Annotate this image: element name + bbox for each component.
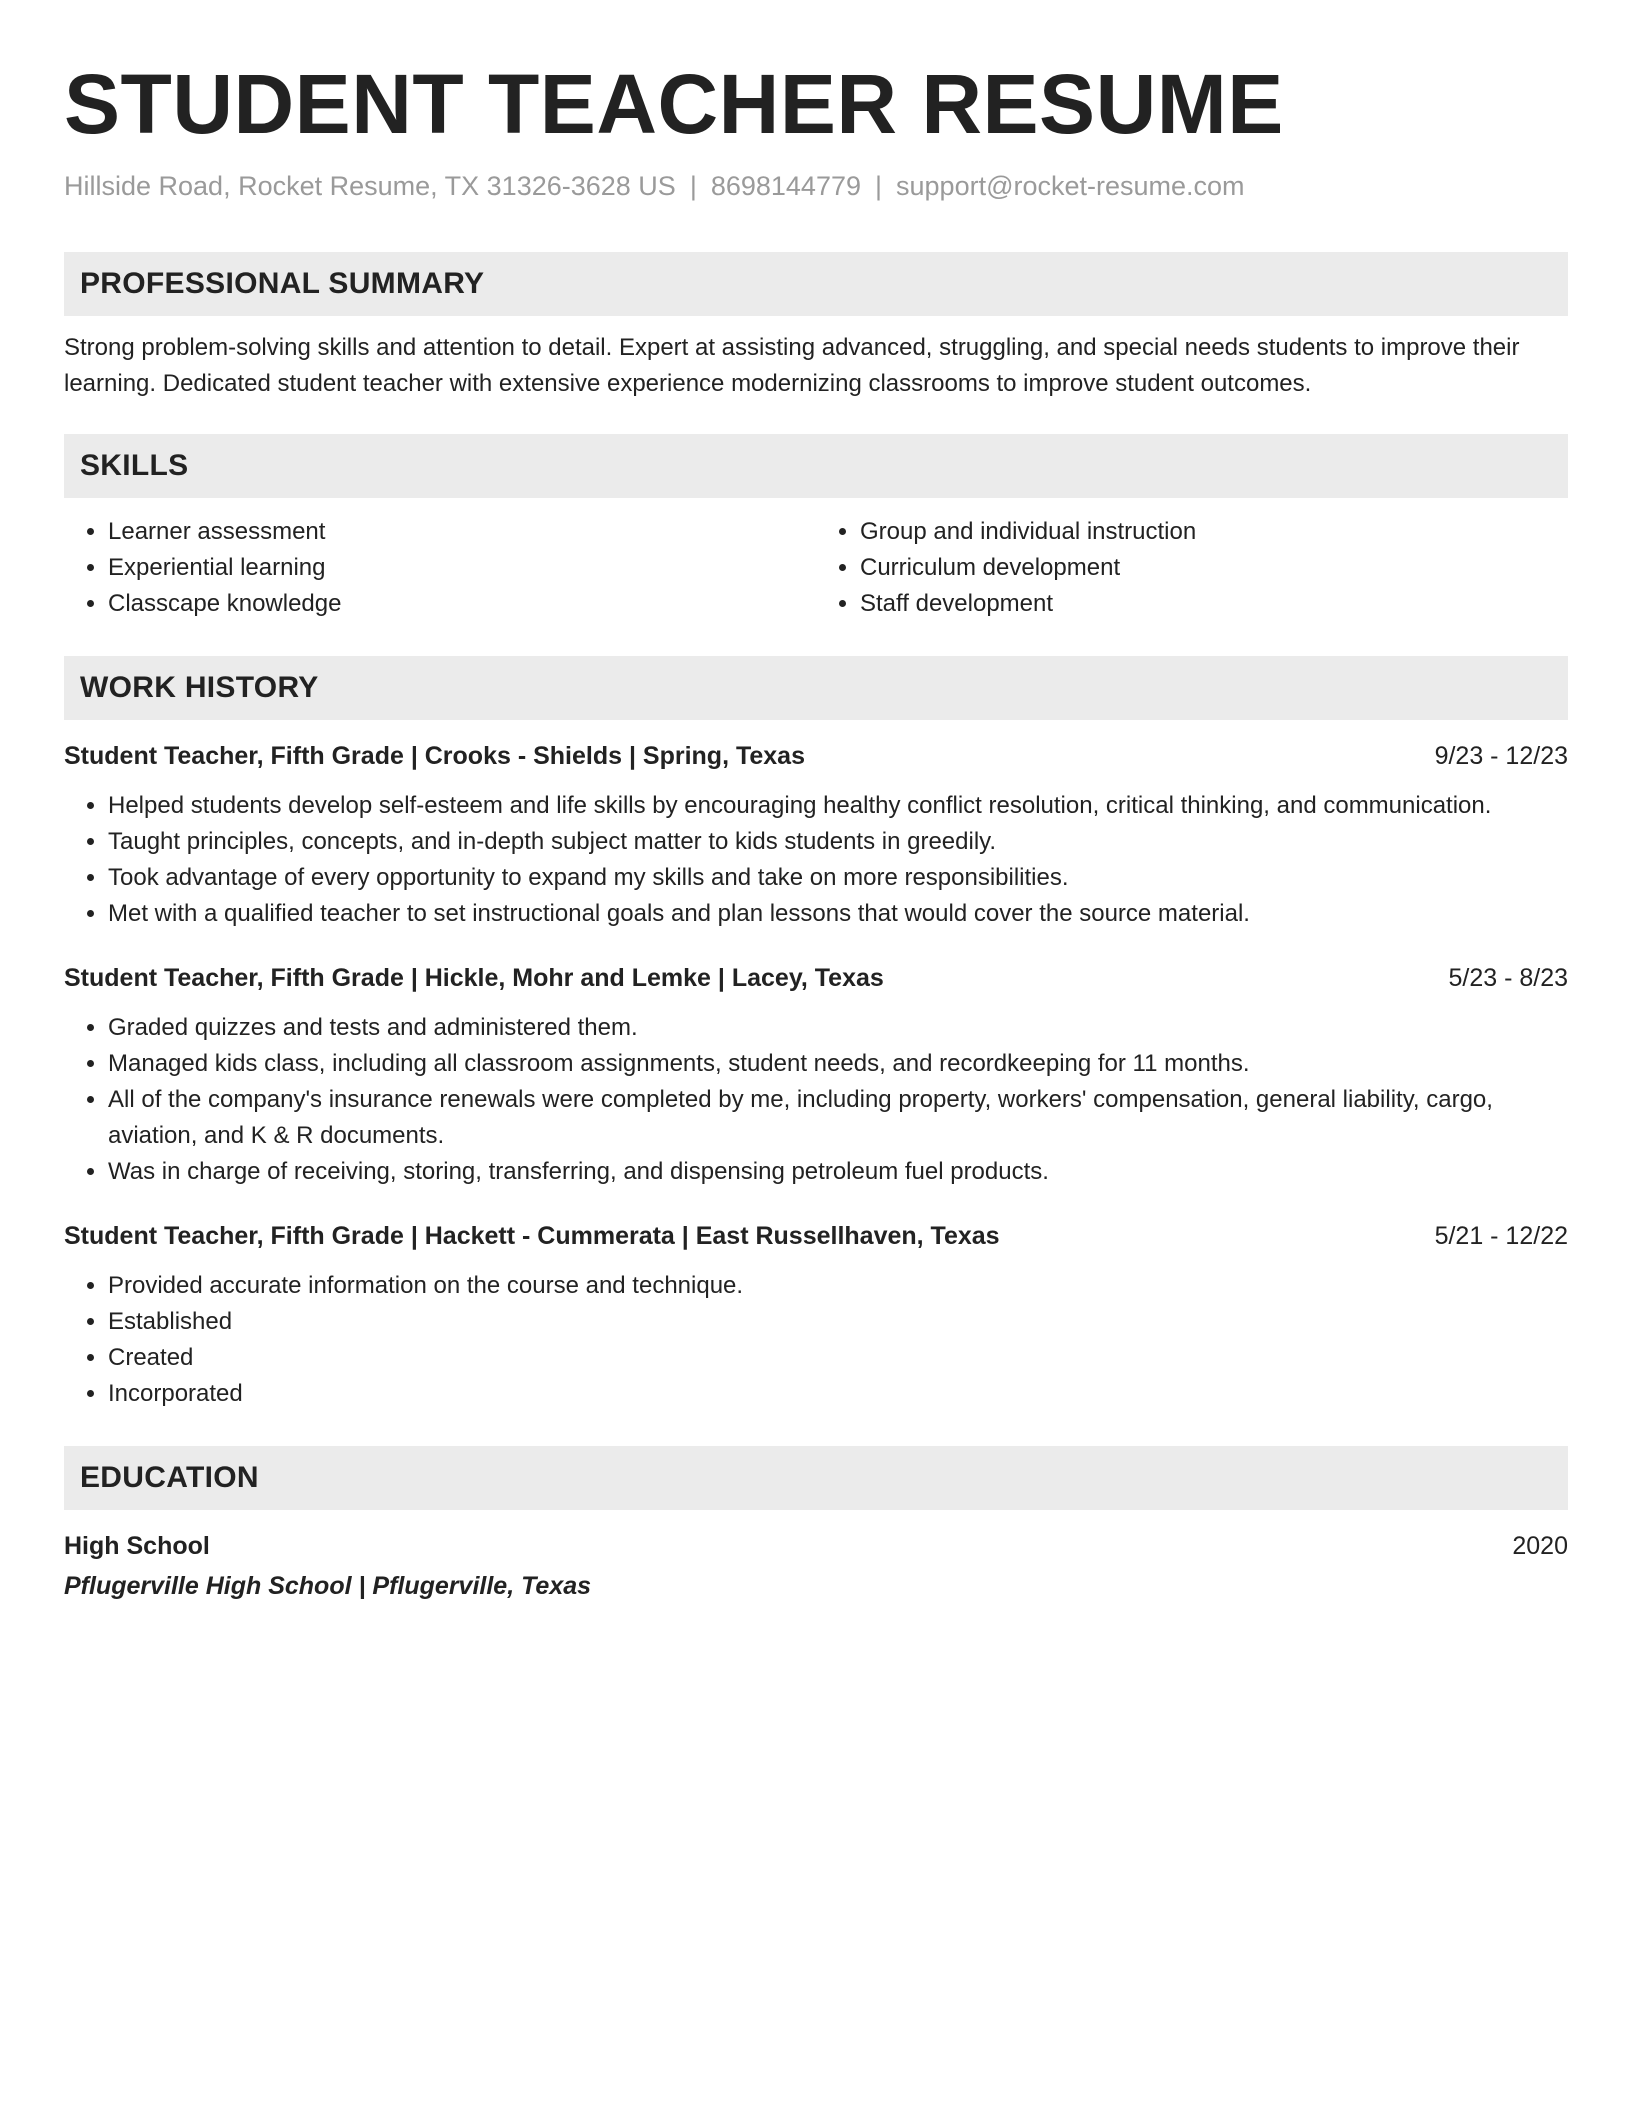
contact-separator: | — [875, 171, 883, 201]
contact-email: support@rocket-resume.com — [896, 171, 1245, 201]
job-entry — [64, 960, 1568, 1190]
job-bullet: • Established — [108, 1304, 1568, 1340]
resume-title: STUDENT TEACHER RESUME — [64, 57, 1284, 151]
job-bullet: • Created — [108, 1340, 1568, 1376]
contact-phone: 8698144779 — [710, 171, 861, 201]
job-bullet: • Helped students develop self-esteem and life skills by encouraging healthy conflict resolution, critical thinking, and communication. — [108, 788, 1568, 824]
job-title: Student Teacher, Fifth Grade | Crooks - Shields | Spring, Texas — [64, 742, 805, 771]
job-bullet: • Incorporated — [108, 1376, 1568, 1412]
skills-section — [64, 434, 1568, 622]
skills-heading: SKILLS — [64, 434, 1568, 498]
skills-column-right — [816, 514, 1568, 622]
job-bullet: • Provided accurate information on the course and technique. — [108, 1268, 1568, 1304]
job-bullet: • All of the company's insurance renewals were completed by me, including property, workers' compensation, general liability, cargo, aviation, and K & R documents. — [108, 1082, 1568, 1154]
job-dates: 9/23 - 12/23 — [1434, 742, 1568, 771]
job-bullets — [64, 1010, 1568, 1190]
job-entry — [64, 1218, 1568, 1412]
job-bullet: • Graded quizzes and tests and administered them. — [108, 1010, 1568, 1046]
job-bullet: • Taught principles, concepts, and in-depth subject matter to kids students in greedily. — [108, 824, 1568, 860]
contact-address: Hillside Road, Rocket Resume, TX 31326-3628 US — [64, 171, 676, 201]
job-dates: 5/21 - 12/22 — [1434, 1222, 1568, 1251]
job-entry — [64, 738, 1568, 932]
job-dates: 5/23 - 8/23 — [1448, 964, 1568, 993]
education-heading: EDUCATION — [64, 1446, 1568, 1510]
education-section — [64, 1446, 1568, 1604]
job-bullet: • Took advantage of every opportunity to expand my skills and take on more responsibilities. — [108, 860, 1568, 896]
job-bullet: • Managed kids class, including all classroom assignments, student needs, and recordkeeping for 11 months. — [108, 1046, 1568, 1082]
job-title: Student Teacher, Fifth Grade | Hickle, Mohr and Lemke | Lacey, Texas — [64, 964, 884, 993]
education-year: 2020 — [1512, 1532, 1568, 1561]
skill-item: • Group and individual instruction — [860, 514, 1568, 550]
job-title: Student Teacher, Fifth Grade | Hackett - Cummerata | East Russellhaven, Texas — [64, 1222, 1000, 1251]
work-history-section — [64, 656, 1568, 1412]
contact-line — [64, 170, 1568, 202]
contact-separator: | — [689, 171, 697, 201]
skill-item: • Staff development — [860, 586, 1568, 622]
education-header — [64, 1528, 1568, 1564]
skills-column-left — [64, 514, 816, 622]
skills-grid — [64, 514, 1568, 622]
summary-heading: PROFESSIONAL SUMMARY — [64, 252, 1568, 316]
job-bullet: • Met with a qualified teacher to set instructional goals and plan lessons that would cover the source material. — [108, 896, 1568, 932]
summary-section — [64, 252, 1568, 402]
education-degree: High School — [64, 1532, 210, 1561]
resume-header — [64, 57, 1568, 202]
skill-item: • Curriculum development — [860, 550, 1568, 586]
skill-item: • Experiential learning — [108, 550, 816, 586]
work-history-heading: WORK HISTORY — [64, 656, 1568, 720]
job-header — [64, 738, 1568, 774]
job-bullet: • Was in charge of receiving, storing, transferring, and dispensing petroleum fuel products. — [108, 1154, 1568, 1190]
job-bullets — [64, 1268, 1568, 1412]
summary-text: Strong problem-solving skills and attention to detail. Expert at assisting advanced, struggling, and special needs students to improve their learning. Dedicated student teacher with extensive experience modernizing classrooms to improve student outcomes. — [64, 334, 1520, 398]
skill-item: • Learner assessment — [108, 514, 816, 550]
job-header — [64, 960, 1568, 996]
skill-item: • Classcape knowledge — [108, 586, 816, 622]
job-header — [64, 1218, 1568, 1254]
education-school: Pflugerville High School | Pflugerville, Texas — [64, 1572, 592, 1601]
job-bullets — [64, 788, 1568, 932]
